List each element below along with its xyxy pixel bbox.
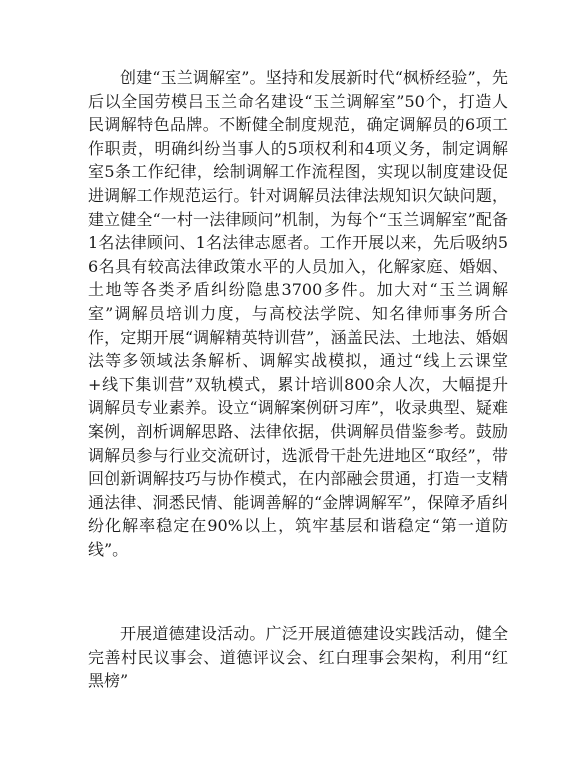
paragraph-moral-construction: 开展道德建设活动。广泛开展道德建设实践活动，健全完善村民议事会、道德评议会、红白理事会架构，利用“红黑榜” xyxy=(88,624,508,691)
paragraph-yulan-mediation-room: 创建“玉兰调解室”。坚持和发展新时代“枫桥经验”，先后以全国劳模吕玉兰命名建设“玉兰调解室”50个，打造人民调解特色品牌。不断健全制度规范，确定调解员的6项工作职责，明确纠纷当事人的5项权利和4项义务，制定调解室5条工作纪律，绘制调解工作流程图，实现以制度建设促进调解工作规范运行。针对调解员法律法规知识欠缺问题，建立健全“一村一法律顾问”机制，为每个“玉兰调解室”配备1名法律顾问、1名法律志愿者。工作开展以来，先后吸纳56名具有较高法律政策水平的人员加入，化解家庭、婚姻、土地等各类矛盾纠纷隐患3700多件。加大对“玉兰调解室”调解员培训力度，与高校法学院、知名律师事务所合作，定期开展“调解精英特训营”，涵盖民法、土地法、婚姻法等多领域法条解析、调解实战模拟，通过“线上云课堂+线下集训营”双轨模式，累计培训800余人次，大幅提升调解员专业素养。设立“调解案例研习库”，收录典型、疑难案例，剖析调解思路、法律依据，供调解员借鉴参考。鼓励调解员参与行业交流研讨，选派骨干赴先进地区“取经”，带回创新调解技巧与协作模式，在内部融会贯通，打造一支精通法律、洞悉民情、能调善解的“金牌调解军”，保障矛盾纠纷化解率稳定在90%以上，筑牢基层和谐稳定“第一道防线”。 xyxy=(88,68,508,559)
